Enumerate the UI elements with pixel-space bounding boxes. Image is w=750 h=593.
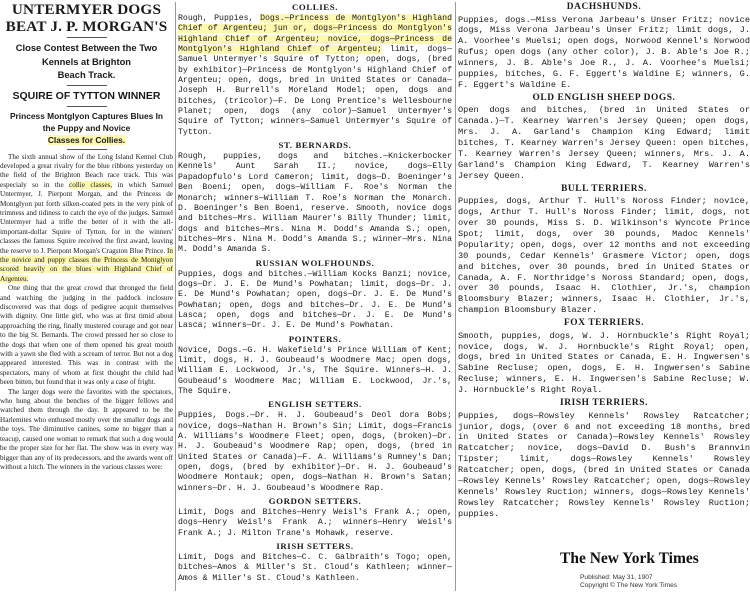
subhead: SQUIRE OF TYTTON WINNER (12, 89, 161, 102)
column-rule (175, 2, 176, 591)
article-paragraph-1: The sixth annual show of the Long Island Kennel Club developed a great rivalry for the blue ribbons yesterday on the field of the Brighton Beach race track. This was especialy so in the collie classes, in which Samuel Untermyer, J. Pierpont Morgan, and the Princess de Montglyon put forth silken-coated pets in the very pink of trimness and tidiness to catch the eye of the judges. Samuel Untermyer had a trifle the better of it with the all-important-dollar Squire of Tytton, for in the winners' classes the famous Squire received the first award, leaving the reserve to J. Pierpont Morgan's Cragston Blue Prince. In the novice and puppy classes the Princess de Montglyon scored heavily on the blues with Highland Chief of Argenteu. (0, 152, 173, 283)
divider (67, 106, 107, 107)
footer-credit (470, 548, 740, 592)
article-paragraph-2: One thing that the great crowd that thronged the field and watching the judging in the paddock inclosure discovered was that dogs of pedigree acquit themselves with dignity. One little girl, who was at first timid about approaching the ring, finally mustered courage and got near to the big St. Bernards. The crowd pressed her so close to the dogs that when one of them opened his great mouth with a yawn she fled with a scream of terror. But not a dog appeared interested. This was in contrast with the spectators, many of whom at first thought the child had been bitten, but found that it was only a case of fright. (0, 284, 173, 387)
results-english-setters: Puppies, Dogs.—Dr. H. J. Goubeaud's Deol dora Bobs; novice, dogs—Nathan H. Brown's Sin; Limit, dogs—Francis A. Williams's Woodmere Fleet; open, dogs, (broken)—Dr. H. J. Goubeaud's Woodmere Rap; open, dogs, (bred in United States or Canada)—F. A. Williams's Rumney's Dan; open, dogs, (bred by exhibitor)—Dr. H. J. Goubeaud's Woodmere Montauk; open, dogs—Nathan H. Brown's Satan; winners—Dr. H. J. Goubeaud's Woodmere Rap. (178, 411, 452, 493)
results-bull-terriers: Puppies, dogs, Arthur T. Hull's Noross Finder; novice, dogs, Arthur T. Hull's Noross Finder; limit, dogs, not over 30 pounds, Miss S. D. Wilkinson's Wyncote Prince Spot; limit, dogs, over 30 pounds, Madoc Kennels' Popularity; open, dogs, over 12 months and not exceeding 30 pounds, Cedar Kennels' Grasmere Victor; open, dogs and bitches, over 30 pounds, bred in United States or Canada, A. F. Northridge's Noross Standard; open, dogs, over 30 pounds, Isaac H. Clothier, Jr.'s, champion Bloomsbury Blazer; winners, Isaac H. Clothier, Jr.'s, champion Bloomsbury Blazer. (458, 196, 750, 316)
results-dachshunds: Puppies, dogs.—Miss Verona Jarbeau's Unser Fritz; novice dogs, Miss Verona Jarbeau's Unser Fritz; limit dogs, J. A. Voorhee's Muelsi; open dogs, Norwood Kennel's Norwood Rufus; open dogs (any other color), J. B. Able's Joe R.; winners, J. B. Able's Joe R., J. A. Voorhee's Muelsi; puppies, bitches, G. F. Eggert's Waldine E; winners, G. F. Eggert's Waldine E. (458, 14, 750, 90)
headline-line-1: UNTERMYER DOGS (11, 1, 162, 18)
section-title-fox-terriers: FOX TERRIERS. (563, 318, 645, 329)
section-title-irish-setters: IRISH SETTERS. (276, 541, 354, 552)
divider (67, 37, 107, 38)
copyright-notice: Copyright © The New York Times (580, 582, 678, 589)
published-date: Published: May 31, 1907 (580, 574, 653, 581)
section-title-irish-terriers: IRISH TERRIERS. (559, 398, 649, 409)
results-collies: Rough, Puppies, Dogs.—Princess de Montglyon's Highland Chief of Argenteu; jun or, dogs—Princess do Montglyon's Highland Chief of Argenteu; novice, dogs—Princess de Montglyon's Highland Chief of Argenteu; limit, dogs—Samuel Untermyer's Squire of Tytton; open, dogs, (bred by exhibitor)—Princess de Montglyon's Highland Chief of Argenteu; open, dogs, bred in United States or Canada—Joseph H. Burrell's Moreland Model; open, dogs and bitches, (tricolor)—F. De Long Prentice's Wellesbourne Planet; open, dogs (any color)—Samuel Untermyer's Squire of Tytton; winners—Samuel Untermyer's Squire of Tytton. (178, 14, 452, 137)
section-title-wolfhounds: RUSSIAN WOLFHOUNDS. (255, 257, 375, 268)
deck2-line-2: the Puppy and Novice (42, 122, 131, 133)
highlight: In the novice and puppy classes the Princess de Montglyon scored heavily on the blues with Highland Chief of Argenteu. (0, 246, 173, 283)
deck-line-1: Close Contest Between the Two (15, 42, 158, 53)
deck2-line-1: Princess Montglyon Captures Blues In (9, 110, 164, 121)
results-st-bernards: Rough, puppies, dogs and bitches.—Knickerbocker Kennels' Aunt Sarah II.; novice, dogs—Elly Papadopfulo's Lord Cameron; limit, dogs—D. Boeninger's Ben Boeni; open, dogs—William F. Roe's Norman the Monarch; winners—William T. Roe's Norman the Monarch. D. Boeninger's Ben Boeni, reserve. Smooth, novice dogs and bitches—Mrs. William Maurer's Billy Thunder; limit, dogs and bitches—Mrs. Nina M. Dodd's Amanda S.; open, bitches—Mrs. Nina M. Dodd's Amanda S.; winner—Mrs. Nina M. Dodd's Amanda S. (178, 152, 452, 255)
section-title-collies: COLLIES. (291, 2, 339, 12)
results-column-2 (178, 0, 452, 593)
results-column-3 (458, 0, 750, 593)
column-rule (455, 2, 456, 591)
section-title-pointers: POINTERS. (288, 333, 342, 344)
divider (67, 85, 107, 86)
section-title-english-setters: ENGLISH SETTERS. (268, 399, 362, 410)
results-sheep-dogs: Open dogs and bitches, (bred in United States or Canada.)—T. Kearney Warren's Jersey Queen; open dogs, Mrs. J. A. Garland's Champion King Edward; limit bitches, T. Kearney Warren's Jersey Queen: open bitches, T. Kearney Warren's Jersey Queen; winners, Mrs. J. A. Garland's Champion King Edward, T. Kearney Warren's Jersey Queen. (458, 105, 750, 181)
deck-line-3: Beach Track. (57, 69, 116, 80)
highlight: collie classes, (69, 180, 113, 189)
deck2-line-3 (0, 134, 173, 146)
highlight: Dogs.—Princess de Montglyon's Highland Chief of Argenteu; jun or, dogs—Princess do Montglyon's Highland Chief of Argenteu; novice, dogs—Princess de Montglyon's Highland Chief of Argenteu; (178, 14, 452, 55)
deck-line-2: Kennels at Brighton (41, 55, 132, 67)
results-irish-setters: Limit, Dogs and Bitches—C. C. Galbraith's Togo; open, bitches—Amos & Miller's St. Cloud's Kathleen; winner—Amos & Miller's St. Cloud's Kathleen. (178, 553, 452, 583)
section-title-dachshunds: DACHSHUNDS. (566, 2, 642, 12)
nyt-logo: The New York Times (560, 550, 699, 567)
section-title-gordon-setters: GORDON SETTERS. (268, 496, 362, 507)
headline-line-2: BEAT J. P. MORGAN'S (5, 18, 168, 35)
article-column (0, 0, 173, 593)
highlight: Classes for Collies. (47, 134, 126, 145)
results-wolfhounds: Puppies, dogs and bitches.—William Kocks Banzi; novice, dogs—Dr. J. E. De Mund's Powhatan; limit, dogs—Dr. J. E. De Mund's Powhatan; open, dogs—Dr. J. E. De Mund's Powhatan; open, dogs and bitches—Dr. J. E. De Mund's Lasca; open, dogs and bitches—Dr. J. E. De Mund's Lasca; winners—Dr. J. E. De Mund's Powhatan. (178, 269, 452, 331)
divider (67, 149, 107, 150)
article-paragraph-3: The larger dogs were the favorites with the spectators, who hung about the benches of the bigger fellows and watched them through the day. It appeared to be the Harlemites who enthused mostly over the smaller dogs and the toys. The diminutive canines, some no bigger than a teacup, caused one woman to remark that such a dog would be the proper size for her flat. The show was in every way bigger than any of its predecessors, and the awards went off without a hitch. The winners in the various classes were: (0, 387, 173, 471)
section-title-st-bernards: ST. BERNARDS. (278, 140, 352, 151)
results-irish-terriers: Puppies, dogs—Rowsley Kennels' Rowsley Ratcatcher; junior, dogs, (over 6 and not exceeding 18 months, bred in United States or Canada)—Rowsley Kennels' Rowsley Ratcatcher; novice, dogs—David D. Bush's Brannvin Tipster; limit, dogs—Rowsley Kennels' Rowsley Ratcatcher; open, dogs, (bred in United States or Canada—Rowsley Kennels' Rowsley Ratcatcher; open, dogs—Rowsley Kennels' Rowsley Ruction; winners, dogs—Rowsley Kennels' Rowsley Ratcatcher; Rowsley Kennels' Rowsley Ruction; puppies. (458, 410, 750, 519)
results-gordon-setters: Limit, Dogs and Bitches—Henry Weisl's Frank A.; open, dogs—Henry Weisl's Frank A.; winners—Henry Weisl's Frank A.; J. Milton Trane's Mohawk, reserve. (178, 508, 452, 538)
section-title-bull-terriers: BULL TERRIERS. (561, 183, 647, 194)
section-title-sheep-dogs: OLD ENGLISH SHEEP DOGS. (532, 92, 676, 103)
results-fox-terriers: Smooth, puppies, dogs, W. J. Hornbuckle's Right Royal; novice, dogs, W. J. Hornbuckle's Right Royal; open, dogs, bred in United States or Canada, E. H. Ingwersen's Sabine Recluse; open, dogs, E. H. Ingwersen's Sabine Recluse; winners, E. H. Ingwersen's Sabine Recluse; W. J. Hornbuckle's Right Royal. (458, 330, 750, 396)
results-pointers: Novice, Dogs.—G. H. Wakefield's Prince William of Kent; limit, dogs, H. J. Goubeaud's Woodmere Mac; open dogs, William E. Lockwood, Jr.'s, The Squire. Winners—H. J. Goubeaud's Woodmere Mac; William E. Lockwood, Jr.'s, The Squire. (178, 345, 452, 396)
